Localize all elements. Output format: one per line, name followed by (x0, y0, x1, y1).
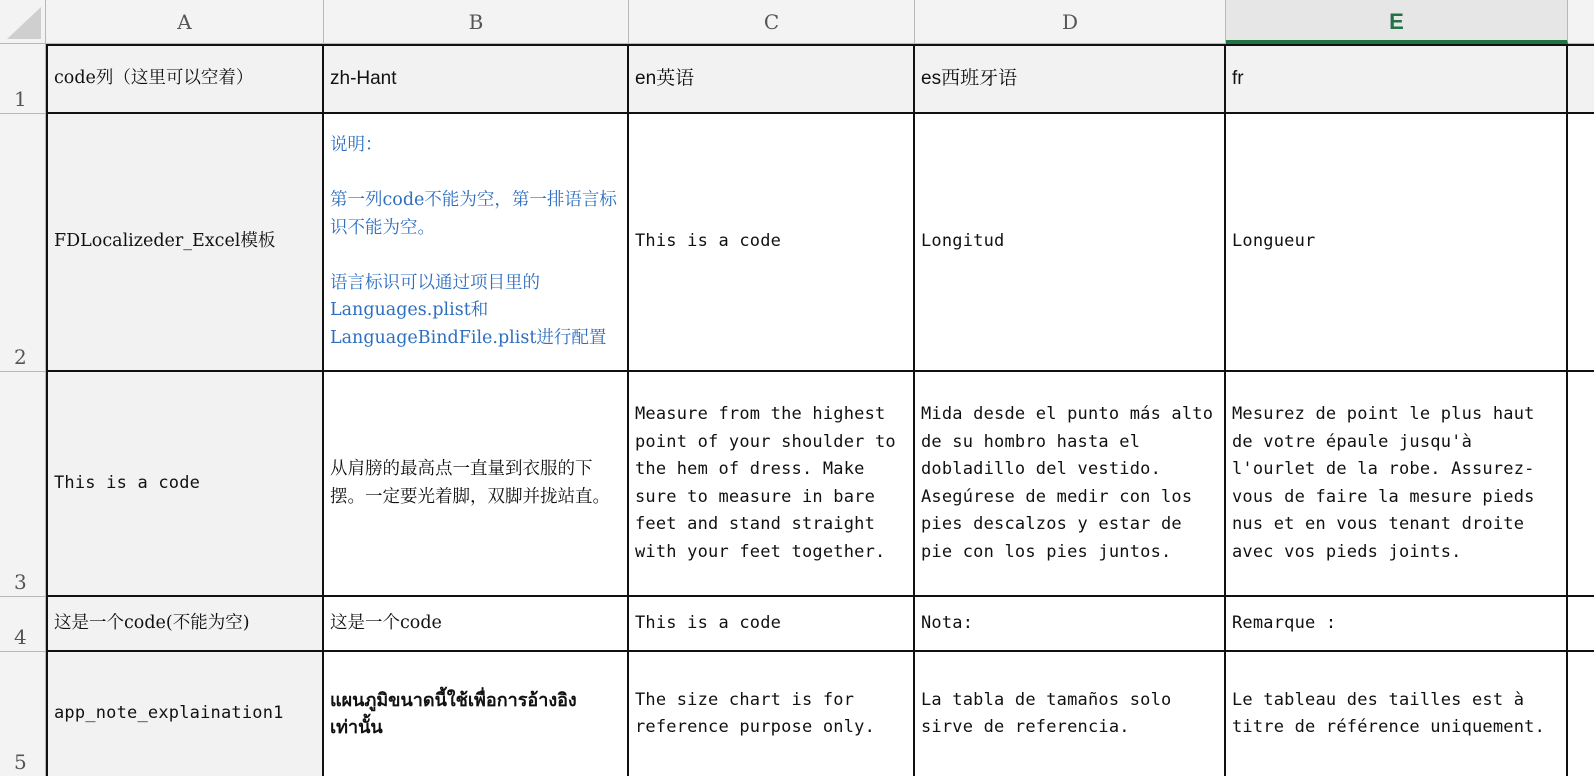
column-header-e[interactable]: E (1226, 0, 1568, 44)
row-header-1[interactable]: 1 (0, 44, 46, 114)
cell-d2[interactable]: Longitud (915, 114, 1226, 372)
row-header-2[interactable]: 2 (0, 114, 46, 372)
cell-d4[interactable]: Nota: (915, 597, 1226, 652)
cell-e3[interactable]: Mesurez de point le plus haut de votre épaule jusqu'à l'ourlet de la robe. Assurez-vous de faire la mesure pieds nus et en vous tenant droite avec vos pieds joints. (1226, 372, 1568, 597)
select-all-corner[interactable] (0, 0, 46, 44)
row-header-4[interactable]: 4 (0, 597, 46, 652)
column-header-a[interactable]: A (46, 0, 324, 44)
cell-f4[interactable] (1568, 597, 1594, 652)
cell-f3[interactable] (1568, 372, 1594, 597)
cell-b2[interactable]: 说明： 第一列code不能为空，第一排语言标识不能为空。 语言标识可以通过项目里的Languages.plist和LanguageBindFile.plist进行配置 (324, 114, 629, 372)
cell-a3[interactable]: This is a code (48, 372, 324, 597)
cell-d5[interactable]: La tabla de tamaños solo sirve de referencia. (915, 652, 1226, 776)
cell-a1[interactable]: code列（这里可以空着） (48, 46, 324, 114)
column-header-overflow (1568, 0, 1594, 44)
cell-a4[interactable]: 这是一个code(不能为空) (48, 597, 324, 652)
cell-c1[interactable]: en英语 (629, 46, 915, 114)
column-header-b[interactable]: B (324, 0, 629, 44)
cell-b1[interactable]: zh-Hant (324, 46, 629, 114)
cell-a5[interactable]: app_note_explaination1 (48, 652, 324, 776)
cell-b5[interactable]: แผนภูมิขนาดนี้ใช้เพื่อการอ้างอิงเท่านั้น (324, 652, 629, 776)
cell-d3[interactable]: Mida desde el punto más alto de su hombro hasta el dobladillo del vestido. Asegúrese de medir con los pies descalzos y estar de pie con los pies juntos. (915, 372, 1226, 597)
cell-e2[interactable]: Longueur (1226, 114, 1568, 372)
cell-e4[interactable]: Remarque : (1226, 597, 1568, 652)
cell-c3[interactable]: Measure from the highest point of your shoulder to the hem of dress. Make sure to measure in bare feet and stand straight with your feet together. (629, 372, 915, 597)
column-header-c[interactable]: C (629, 0, 915, 44)
cell-e5[interactable]: Le tableau des tailles est à titre de référence uniquement. (1226, 652, 1568, 776)
column-header-d[interactable]: D (915, 0, 1226, 44)
cell-c5[interactable]: The size chart is for reference purpose only. (629, 652, 915, 776)
cell-b3[interactable]: 从肩膀的最高点一直量到衣服的下摆。一定要光着脚，双脚并拢站直。 (324, 372, 629, 597)
cell-f5[interactable] (1568, 652, 1594, 776)
cell-f2[interactable] (1568, 114, 1594, 372)
cell-d1[interactable]: es西班牙语 (915, 46, 1226, 114)
cell-b4[interactable]: 这是一个code (324, 597, 629, 652)
row-header-3[interactable]: 3 (0, 372, 46, 597)
cell-c2[interactable]: This is a code (629, 114, 915, 372)
cell-a2[interactable]: FDLocalizeder_Excel模板 (48, 114, 324, 372)
cell-e1[interactable]: fr (1226, 46, 1568, 114)
row-header-5[interactable]: 5 (0, 652, 46, 776)
cell-c4[interactable]: This is a code (629, 597, 915, 652)
cell-f1[interactable] (1568, 46, 1594, 114)
